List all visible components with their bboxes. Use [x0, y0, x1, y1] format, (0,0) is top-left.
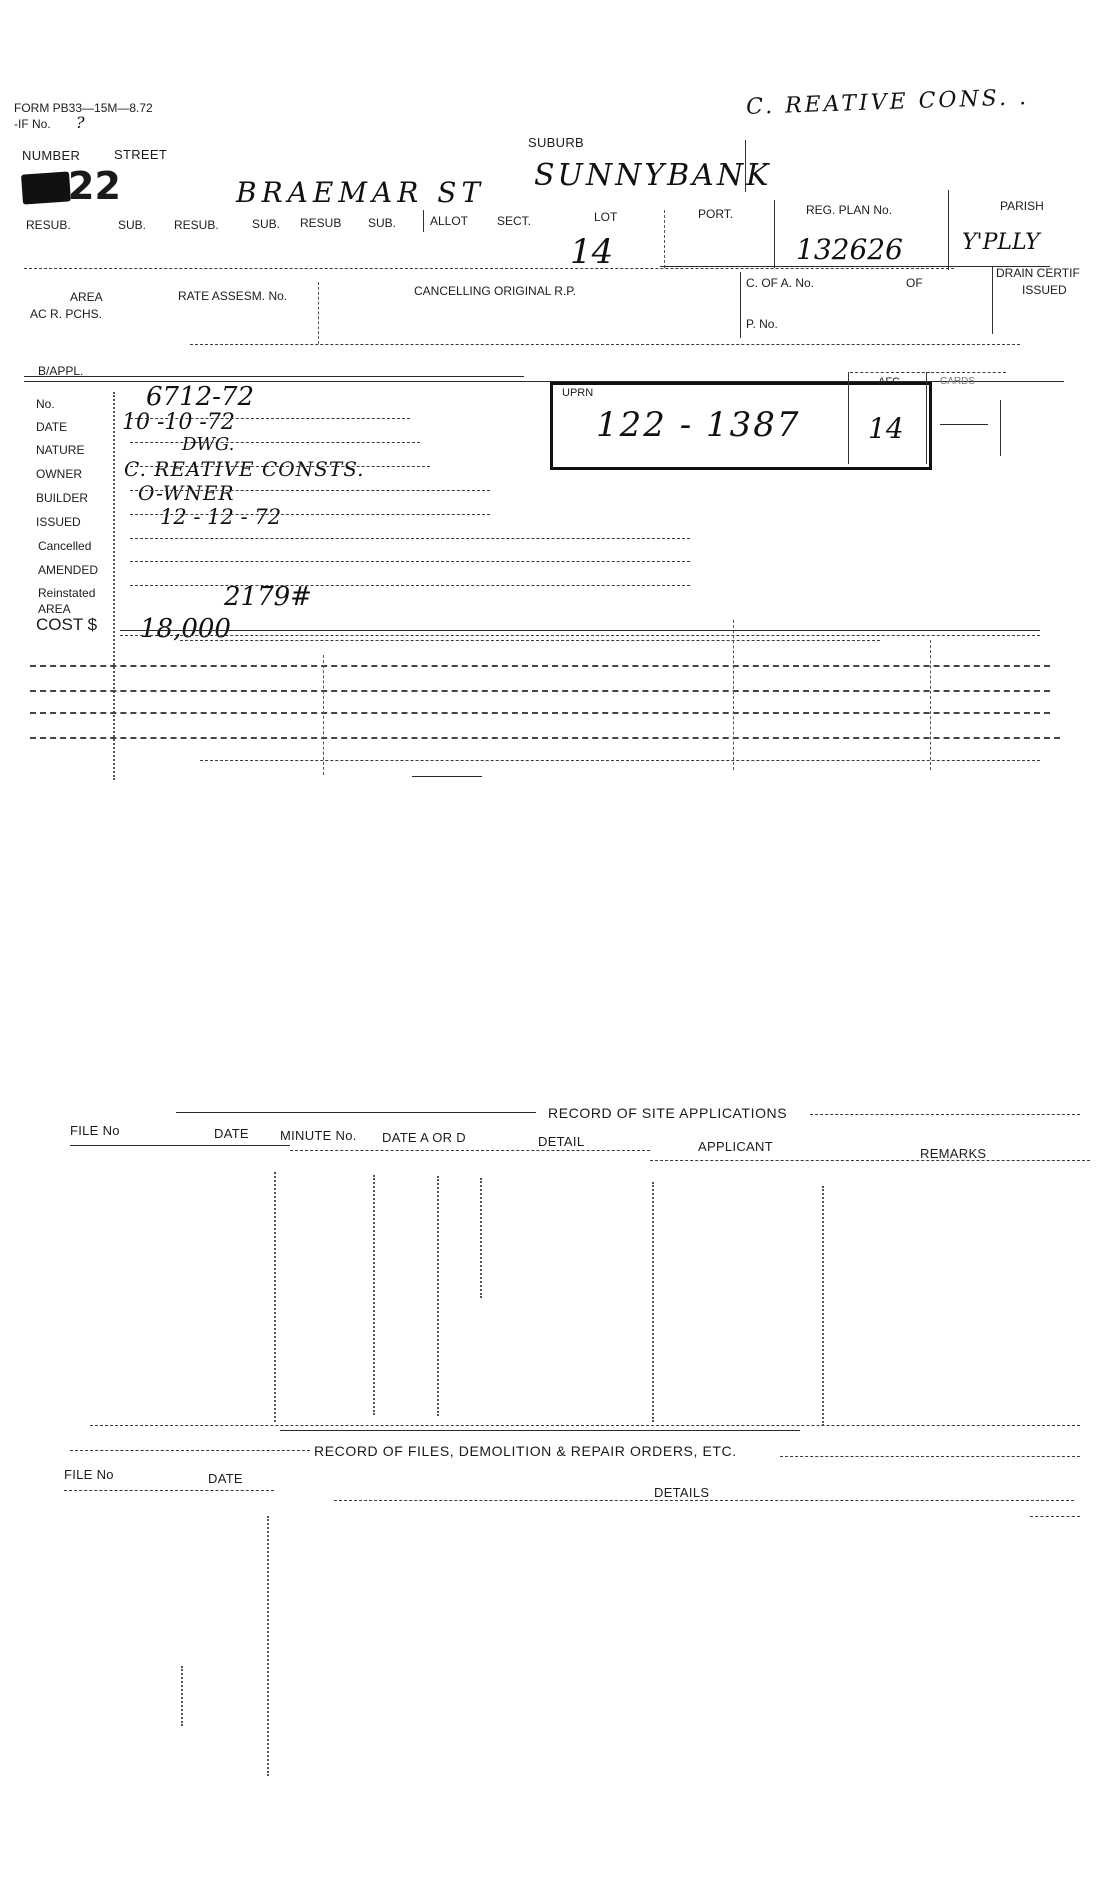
bappl-area-value: 2179# — [224, 582, 312, 612]
cancelling-label: CANCELLING ORIGINAL R.P. — [414, 284, 577, 298]
site-header-rule-2 — [290, 1150, 650, 1151]
header-rule-1 — [24, 268, 954, 269]
bappl-cost-label: COST $ — [36, 615, 98, 634]
site-bottom-rule-1 — [90, 1425, 1080, 1426]
bappl-line-2 — [130, 442, 420, 443]
uprn-afc-label: AFC. — [878, 376, 904, 388]
site-dots-detail — [652, 1182, 654, 1422]
site-title-rule — [176, 1112, 536, 1113]
site-col-applicant: APPLICANT — [698, 1139, 773, 1154]
drain-label-2: ISSUED — [1022, 283, 1067, 297]
bappl-amended-label: AMENDED — [38, 563, 99, 577]
coa-label: C. OF A. No. — [746, 276, 815, 290]
bappl-builder-value: O-WNER — [138, 481, 235, 505]
site-dots-date — [274, 1172, 276, 1422]
site-bottom-rule-2 — [280, 1430, 800, 1431]
files-col-file-no: FILE No — [64, 1467, 114, 1482]
files-header-rule-1 — [64, 1490, 274, 1491]
bappl-nature-value: DWG. — [182, 434, 235, 455]
suburb-label: SUBURB — [528, 135, 584, 150]
bappl-area-label: AREA — [38, 602, 71, 616]
bappl-dotted-column — [113, 392, 115, 780]
resub-label-2: RESUB. — [174, 218, 219, 232]
site-dots-date-d — [480, 1178, 482, 1298]
bappl-line-4 — [130, 490, 490, 491]
bappl-date-value: 10 -10 -72 — [122, 410, 235, 435]
site-col-date: DATE — [214, 1126, 249, 1141]
resub-label-1: RESUB. — [26, 218, 71, 232]
site-col-date-a-or-d: DATE A OR D — [382, 1130, 466, 1145]
blank-line-3 — [30, 712, 1050, 714]
files-header-rule-2 — [334, 1500, 1074, 1501]
bappl-rule-1 — [24, 376, 524, 377]
bappl-heading: B/APPL. — [38, 364, 84, 378]
owner-note: C. REATIVE CONS. . — [745, 85, 1030, 120]
parish-value: Y'PLLY — [962, 230, 1040, 255]
allot-divider — [423, 210, 424, 232]
bappl-builder-label: BUILDER — [36, 491, 89, 505]
blank-line-4 — [30, 737, 1060, 739]
file-no-label: -IF No. — [14, 117, 51, 131]
uprn-cards-label: CARDS — [940, 376, 976, 387]
reg-plan-divider — [774, 200, 775, 268]
lot-divider — [664, 210, 665, 268]
uprn-afc-top — [850, 372, 930, 373]
uprn-afc-value: 14 — [868, 412, 904, 445]
files-col-date: DATE — [208, 1471, 243, 1486]
lot-value: 14 — [570, 232, 614, 272]
sub-label-3: SUB. — [368, 216, 397, 230]
form-code: FORM PB33—15M—8.72 — [14, 101, 153, 115]
street-number: 22 — [68, 164, 121, 208]
files-record-title: RECORD OF FILES, DEMOLITION & REPAIR ORDERS, ETC. — [314, 1443, 737, 1459]
file-no-value: ? — [76, 113, 85, 132]
bappl-issued-value: 12 - 12 - 72 — [160, 505, 282, 529]
area-label: AREA — [70, 290, 103, 304]
resub-label-3: RESUB — [300, 216, 342, 230]
files-header-rule-3 — [1030, 1516, 1080, 1517]
blank-line-6 — [412, 776, 482, 777]
files-col-details: DETAILS — [654, 1485, 710, 1500]
bappl-no-value: 6712-72 — [146, 382, 255, 412]
blank-line-2 — [30, 690, 1050, 692]
bappl-line-6 — [130, 538, 690, 539]
site-col-remarks: REMARKS — [920, 1146, 987, 1161]
uprn-cards-line — [940, 424, 988, 425]
street-label: STREET — [114, 147, 168, 162]
site-dots-minute — [373, 1175, 375, 1415]
files-dots-date — [267, 1516, 269, 1776]
bappl-no-label: No. — [36, 397, 55, 411]
sect-label: SECT. — [497, 214, 532, 228]
uprn-cards-divider — [926, 372, 927, 464]
site-dots-applicant — [822, 1186, 824, 1426]
bappl-nature-label: NATURE — [36, 443, 85, 457]
bappl-issued-label: ISSUED — [36, 515, 81, 529]
parish-label: PARISH — [1000, 199, 1044, 213]
blank-line-1 — [30, 665, 1050, 667]
rate-divider — [318, 282, 319, 344]
number-label: NUMBER — [22, 148, 81, 163]
site-header-rule-1 — [70, 1145, 290, 1146]
files-title-rule-1 — [70, 1450, 310, 1451]
blank-divider-3 — [930, 640, 931, 770]
blank-divider-1 — [323, 655, 324, 775]
bappl-line-3 — [130, 466, 430, 467]
rate-assessment-label: RATE ASSESM. No. — [178, 289, 288, 303]
reg-plan-value: 132626 — [796, 233, 903, 266]
blank-line-5 — [200, 760, 1040, 761]
of-label: OF — [906, 276, 923, 290]
bappl-line-7 — [130, 561, 690, 562]
allot-label: ALLOT — [430, 214, 469, 228]
uprn-label: UPRN — [562, 387, 594, 399]
coa-divider — [740, 272, 741, 338]
uprn-afc-divider — [848, 372, 849, 464]
site-title-rule-2 — [810, 1114, 1080, 1115]
site-col-file-no: FILE No — [70, 1123, 120, 1138]
bappl-cost-value: 18,000 — [140, 614, 231, 644]
header-rule-2 — [190, 344, 1020, 345]
reg-plan-label: REG. PLAN No. — [806, 203, 893, 217]
bappl-line-8 — [130, 585, 690, 586]
area-units: AC R. PCHS. — [30, 307, 103, 321]
lot-label: LOT — [594, 210, 618, 224]
bappl-cancelled-label: Cancelled — [38, 539, 92, 553]
bappl-rule-cost-2 — [120, 635, 1040, 636]
bappl-owner-label: OWNER — [36, 467, 82, 481]
suburb-name: SUNNYBANK — [534, 158, 772, 193]
files-dots-file-no — [181, 1666, 183, 1726]
site-col-minute-no: MINUTE No. — [280, 1128, 357, 1143]
street-name: BRAEMAR ST — [236, 176, 486, 209]
parish-divider — [948, 190, 949, 270]
bappl-line-1 — [130, 418, 410, 419]
site-col-detail: DETAIL — [538, 1134, 585, 1149]
bappl-date-label: DATE — [36, 420, 68, 434]
redaction-mark — [21, 171, 71, 204]
site-header-rule-3 — [650, 1160, 1090, 1161]
blank-divider-2 — [733, 620, 734, 770]
bappl-line-5 — [130, 514, 490, 515]
site-applications-title: RECORD OF SITE APPLICATIONS — [548, 1105, 788, 1121]
pno-label: P. No. — [746, 317, 778, 331]
files-title-rule-2 — [780, 1456, 1080, 1457]
uprn-cards-right — [1000, 400, 1001, 456]
drain-label-1: DRAIN CERTIF — [996, 266, 1080, 280]
sub-label-1: SUB. — [118, 218, 147, 232]
uprn-cards-top — [926, 372, 1006, 373]
site-dots-date-a — [437, 1176, 439, 1416]
port-label: PORT. — [698, 207, 734, 221]
drain-divider — [992, 266, 993, 334]
bappl-rule-cost — [120, 630, 1040, 631]
bappl-owner-value: C. REATIVE CONSTS. — [124, 457, 365, 481]
bappl-rule-cost-3 — [180, 640, 880, 641]
sub-label-2: SUB. — [252, 217, 281, 231]
bappl-reinstated-label: Reinstated — [38, 586, 96, 600]
uprn-value: 122 - 1387 — [596, 405, 801, 445]
